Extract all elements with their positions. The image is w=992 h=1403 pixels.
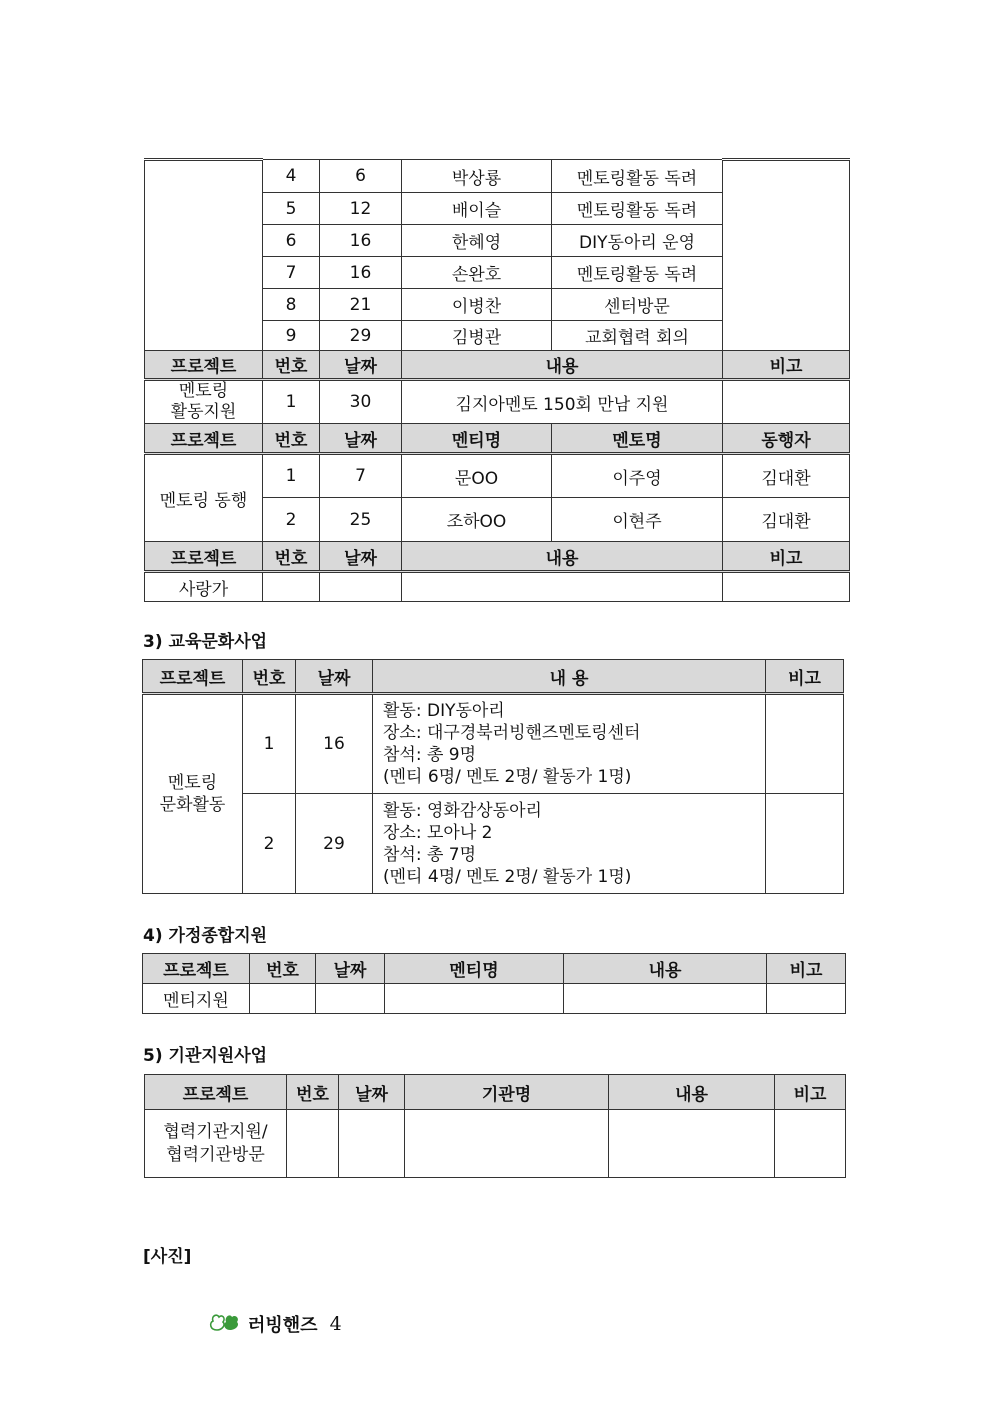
header-org: 기관명 — [405, 1075, 609, 1110]
cell-content — [609, 1110, 775, 1178]
header-project: 프로젝트 — [145, 424, 263, 454]
table-row — [145, 160, 850, 193]
header-content: 내 용 — [373, 660, 766, 694]
header-note: 비고 — [775, 1075, 846, 1110]
loving-hands-logo-icon — [208, 1310, 242, 1337]
content-line: (멘티 4명/ 멘토 2명/ 활동가 1명) — [383, 866, 632, 887]
cell-name: 박상룡 — [402, 160, 552, 193]
cell-date — [320, 572, 402, 602]
header-date: 날짜 — [316, 954, 385, 984]
table-header-row — [145, 542, 850, 572]
project-mentoring-support: 멘토링 활동지원 — [145, 380, 263, 424]
cell-no: 6 — [263, 225, 320, 257]
header-project: 프로젝트 — [145, 542, 263, 572]
cell-content: DIY동아리 운영 — [552, 225, 723, 257]
cell-no: 1 — [263, 454, 320, 498]
header-mentee: 멘티명 — [402, 424, 552, 454]
cell-note — [767, 984, 846, 1014]
header-date: 날짜 — [339, 1075, 405, 1110]
header-no: 번호 — [243, 660, 296, 694]
cell-no: 1 — [263, 380, 320, 424]
cell-no — [263, 572, 320, 602]
cell-content: 교회협력 회의 — [552, 321, 723, 351]
cell-date: 16 — [320, 257, 402, 289]
header-content: 내용 — [402, 351, 723, 380]
cell-content: 멘토링활동 독려 — [552, 193, 723, 225]
cell-mentee: 문OO — [402, 454, 552, 498]
header-date: 날짜 — [320, 351, 402, 380]
table-header-row — [145, 424, 850, 454]
cell-no: 5 — [263, 193, 320, 225]
cell-name: 한혜영 — [402, 225, 552, 257]
header-content: 내용 — [564, 954, 767, 984]
table-header-row — [145, 1075, 846, 1110]
section-title-edu-culture: 3) 교육문화사업 — [143, 632, 268, 652]
cell-companion: 김대환 — [723, 498, 850, 542]
cell-no: 9 — [263, 321, 320, 351]
section-title-family-support: 4) 가정종합지원 — [143, 926, 268, 946]
content-line: 참석: 총 7명 — [383, 844, 477, 865]
header-no: 번호 — [263, 424, 320, 454]
project-mentoring-culture: 멘토링 문화활동 — [143, 694, 243, 894]
header-date: 날짜 — [320, 424, 402, 454]
cell-date: 21 — [320, 289, 402, 321]
cell-content — [373, 694, 766, 794]
photo-section-title: [사진] — [143, 1247, 192, 1267]
header-companion: 동행자 — [723, 424, 850, 454]
table-edu-culture — [142, 659, 844, 894]
header-note: 비고 — [723, 542, 850, 572]
table-row — [145, 1110, 846, 1178]
page-footer — [208, 1310, 342, 1337]
table-header-row — [145, 351, 850, 380]
cell-date — [339, 1110, 405, 1178]
cell-date: 30 — [320, 380, 402, 424]
page-number: 4 — [329, 1312, 342, 1335]
cell-note — [766, 694, 844, 794]
cell-name: 손완호 — [402, 257, 552, 289]
cell-content: 멘토링활동 독려 — [552, 160, 723, 193]
header-date: 날짜 — [296, 660, 373, 694]
content-line: 활동: DIY동아리 — [383, 701, 505, 721]
content-line: 참석: 총 9명 — [383, 745, 477, 765]
table-org-support — [144, 1074, 846, 1178]
header-note: 비고 — [766, 660, 844, 694]
header-content: 내용 — [402, 542, 723, 572]
cell-companion: 김대환 — [723, 454, 850, 498]
cell-no — [250, 984, 316, 1014]
table-header-row — [143, 954, 846, 984]
note-cell-empty — [723, 160, 850, 351]
project-cell-empty — [145, 160, 263, 351]
cell-content — [564, 984, 767, 1014]
project-mentee-support: 멘티지원 — [143, 984, 250, 1014]
cell-mentee — [385, 984, 564, 1014]
table-row — [143, 794, 844, 894]
table-family-support — [142, 953, 846, 1014]
cell-no: 2 — [243, 794, 296, 894]
project-mentoring-accompany: 멘토링 동행 — [145, 454, 263, 542]
project-lover: 사랑가 — [145, 572, 263, 602]
cell-content — [373, 794, 766, 894]
cell-no: 8 — [263, 289, 320, 321]
footer-brand: 러빙핸즈 — [248, 1314, 318, 1336]
header-project: 프로젝트 — [143, 660, 243, 694]
header-no: 번호 — [263, 542, 320, 572]
cell-date: 16 — [320, 225, 402, 257]
header-no: 번호 — [263, 351, 320, 380]
header-no: 번호 — [287, 1075, 339, 1110]
cell-date: 29 — [296, 794, 373, 894]
cell-name: 이병찬 — [402, 289, 552, 321]
table-monthly-activities — [144, 158, 850, 602]
content-line: (멘티 6명/ 멘토 2명/ 활동가 1명) — [383, 767, 632, 787]
cell-content: 센터방문 — [552, 289, 723, 321]
cell-date: 12 — [320, 193, 402, 225]
header-note: 비고 — [723, 351, 850, 380]
cell-name: 김병관 — [402, 321, 552, 351]
cell-note — [723, 572, 850, 602]
header-project: 프로젝트 — [145, 351, 263, 380]
cell-mentor: 이현주 — [552, 498, 723, 542]
cell-content: 멘토링활동 독려 — [552, 257, 723, 289]
cell-mentee: 조하OO — [402, 498, 552, 542]
cell-date — [316, 984, 385, 1014]
cell-note — [766, 794, 844, 894]
cell-no: 1 — [243, 694, 296, 794]
header-mentor: 멘토명 — [552, 424, 723, 454]
content-line: 활동: 영화감상동아리 — [383, 800, 542, 821]
header-note: 비고 — [767, 954, 846, 984]
cell-no: 2 — [263, 498, 320, 542]
table-row — [143, 694, 844, 794]
cell-date: 25 — [320, 498, 402, 542]
cell-no: 4 — [263, 160, 320, 193]
header-no: 번호 — [250, 954, 316, 984]
cell-note — [723, 380, 850, 424]
cell-content: 김지아멘토 150회 만남 지원 — [402, 380, 723, 424]
table-row — [143, 984, 846, 1014]
header-date: 날짜 — [320, 542, 402, 572]
cell-date: 16 — [296, 694, 373, 794]
table-header-row — [143, 660, 844, 694]
cell-content — [402, 572, 723, 602]
header-content: 내용 — [609, 1075, 775, 1110]
cell-mentor: 이주영 — [552, 454, 723, 498]
header-mentee: 멘티명 — [385, 954, 564, 984]
table-row — [145, 380, 850, 424]
section-title-org-support: 5) 기관지원사업 — [143, 1046, 268, 1066]
cell-date: 29 — [320, 321, 402, 351]
cell-no — [287, 1110, 339, 1178]
project-partner-org: 협력기관지원/ 협력기관방문 — [145, 1110, 287, 1178]
cell-org — [405, 1110, 609, 1178]
header-project: 프로젝트 — [145, 1075, 287, 1110]
cell-note — [775, 1110, 846, 1178]
cell-name: 배이슬 — [402, 193, 552, 225]
content-line: 장소: 모아나 2 — [383, 822, 493, 843]
cell-no: 7 — [263, 257, 320, 289]
cell-date: 6 — [320, 160, 402, 193]
table-row — [145, 572, 850, 602]
cell-date: 7 — [320, 454, 402, 498]
content-line: 장소: 대구경북러빙핸즈멘토링센터 — [383, 723, 641, 743]
table-row — [145, 454, 850, 498]
header-project: 프로젝트 — [143, 954, 250, 984]
